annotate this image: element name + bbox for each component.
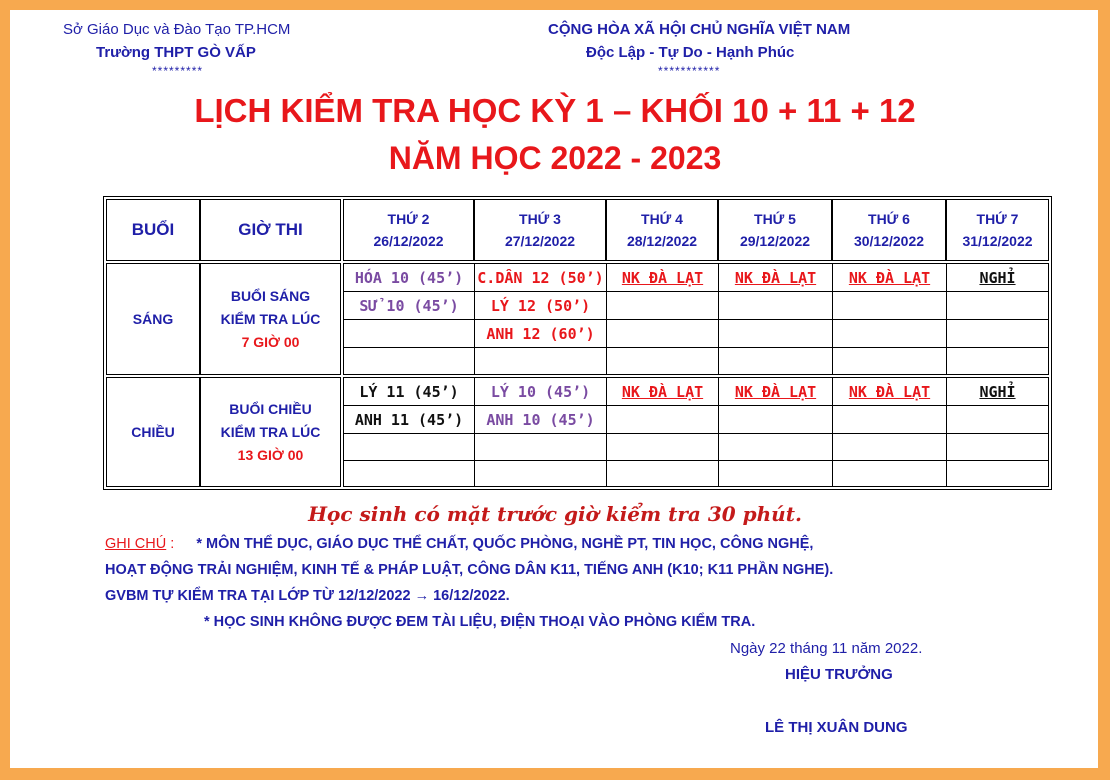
afternoon-cell-fri-1: NK ĐÀ LẠT xyxy=(848,383,931,401)
school-name: Trường THPT GÒ VẤP xyxy=(96,44,256,61)
morning-cell-tue-1: C.DÂN 12 (50’) xyxy=(477,269,604,287)
republic-title: CỘNG HÒA XÃ HỘI CHỦ NGHĨA VIỆT NAM xyxy=(548,21,851,38)
header-day-thu: THỨ 5 29/12/2022 xyxy=(718,199,832,261)
morning-cell-wed-1: NK ĐÀ LẠT xyxy=(621,269,704,287)
signature-name: LÊ THỊ XUÂN DUNG xyxy=(765,719,908,736)
motto: Độc Lập - Tự Do - Hạnh Phúc xyxy=(586,44,795,61)
morning-cell-sat-1: NGHỈ xyxy=(979,269,1016,287)
morning-cell-tue-2: LÝ 12 (50’) xyxy=(490,297,591,315)
header-day-tue: THỨ 3 27/12/2022 xyxy=(474,199,606,261)
afternoon-cell-thu-1: NK ĐÀ LẠT xyxy=(734,383,817,401)
header-day-mon: THỨ 2 26/12/2022 xyxy=(343,199,474,261)
morning-cell-thu-1: NK ĐÀ LẠT xyxy=(734,269,817,287)
header-day-sat: THỨ 7 31/12/2022 xyxy=(946,199,1049,261)
morning-grid xyxy=(343,263,1049,375)
afternoon-cell-tue-1: LÝ 10 (45’) xyxy=(490,383,591,401)
afternoon-time-desc: BUỔI CHIỀU KIỂM TRA LÚC 13 GIỜ 00 xyxy=(200,377,341,487)
right-stars: *********** xyxy=(658,64,721,78)
afternoon-cell-tue-2: ANH 10 (45’) xyxy=(486,411,595,429)
session-morning: SÁNG xyxy=(106,263,200,375)
note-line-2: HOẠT ĐỘNG TRẢI NGHIỆM, KINH TẾ & PHÁP LUẬT, CÔNG DÂN K11, TIẾNG ANH (K10; K11 PHẦN NGHE). xyxy=(105,562,834,578)
signature-role: HIỆU TRƯỞNG xyxy=(785,666,893,683)
morning-cell-mon-2: SỬ 10 (45’) xyxy=(359,297,459,315)
header-time: GIỜ THI xyxy=(200,199,341,261)
page-title: LỊCH KIỂM TRA HỌC KỲ 1 – KHỐI 10 + 11 + 12 xyxy=(194,92,916,129)
afternoon-cell-wed-1: NK ĐÀ LẠT xyxy=(621,383,704,401)
session-afternoon: CHIỀU xyxy=(106,377,200,487)
morning-cell-tue-3: ANH 12 (60’) xyxy=(486,325,595,343)
afternoon-grid xyxy=(343,377,1049,487)
morning-cell-fri-1: NK ĐÀ LẠT xyxy=(848,269,931,287)
note-line-4: * HỌC SINH KHÔNG ĐƯỢC ĐEM TÀI LIỆU, ĐIỆN THOẠI VÀO PHÒNG KIỂM TRA. xyxy=(204,614,756,630)
morning-cell-mon-1: HÓA 10 (45’) xyxy=(354,269,464,287)
header-session: BUỔI xyxy=(106,199,200,261)
morning-time-desc: BUỔI SÁNG KIỂM TRA LÚC 7 GIỜ 00 xyxy=(200,263,341,375)
arrival-notice: Học sinh có mặt trước giờ kiểm tra 30 phút. xyxy=(308,502,802,526)
afternoon-cell-mon-2: ANH 11 (45’) xyxy=(354,411,464,429)
afternoon-cell-mon-1: LÝ 11 (45’) xyxy=(359,383,459,401)
header-day-fri: THỨ 6 30/12/2022 xyxy=(832,199,946,261)
note-line-3: GVBM TỰ KIỂM TRA TẠI LỚP TỪ 12/12/2022 → 16/12/2022. xyxy=(105,588,510,604)
page-subtitle: NĂM HỌC 2022 - 2023 xyxy=(388,140,722,176)
note-label: GHI CHÚ xyxy=(105,536,167,552)
note-line-1: GHI CHÚ : * MÔN THỂ DỤC, GIÁO DỤC THỂ CHẤT, QUỐC PHÒNG, NGHỀ PT, TIN HỌC, CÔNG NGHỆ, xyxy=(105,536,814,552)
afternoon-cell-sat-1: NGHỈ xyxy=(979,383,1016,401)
header-day-wed: THỨ 4 28/12/2022 xyxy=(606,199,718,261)
exam-schedule-table xyxy=(103,196,1052,490)
department-name: Sở Giáo Dục và Đào Tạo TP.HCM xyxy=(63,21,291,38)
left-stars: ********* xyxy=(152,64,204,78)
signature-date: Ngày 22 tháng 11 năm 2022. xyxy=(730,640,923,657)
